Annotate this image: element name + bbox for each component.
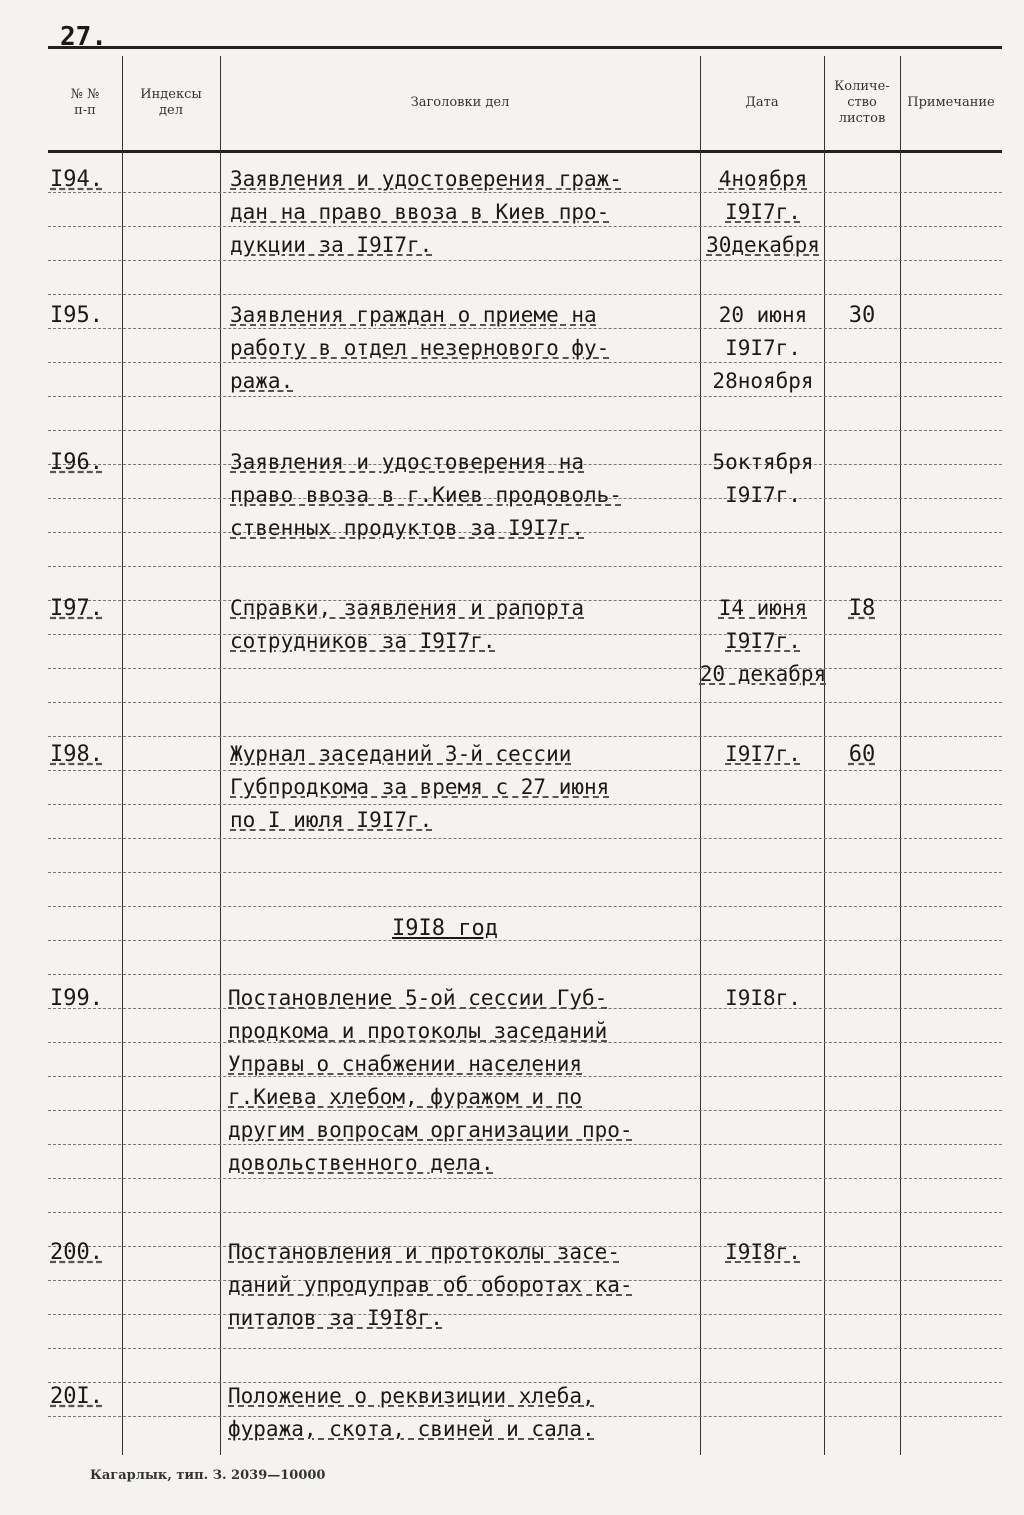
- row-title: Заявления и удостоверения на право ввоза в г.Киев продоволь- ственных продуктов за I9I7г.: [230, 450, 622, 540]
- row-title: Постановление 5-ой сессии Губ- продкома и протоколы заседаний Управы о снабжении населения г.Киева хлебом, фуражом и по другим вопросам организации про- довольственного дела.: [228, 986, 633, 1175]
- ruled-line: [48, 906, 1002, 907]
- header-note: Примечание: [907, 95, 995, 110]
- ruled-line: [48, 838, 1002, 839]
- row-title: Справки, заявления и рапорта сотрудников за I9I7г.: [230, 596, 585, 653]
- header-num: № № п-п: [70, 87, 100, 118]
- ruled-line: [48, 430, 1002, 431]
- ruled-line: [48, 872, 1002, 873]
- row-title: Журнал заседаний 3-й сессии Губпродкома за время с 27 июня по I июля I9I7г.: [230, 742, 610, 832]
- ruled-line: [48, 668, 1002, 669]
- ruled-line: [48, 294, 1002, 295]
- ruled-line: [48, 702, 1002, 703]
- row-date: I4 июня I9I7г. 20 декабря: [699, 596, 827, 686]
- row-number: I95.: [50, 303, 103, 328]
- header-bottom-rule: [48, 150, 1002, 153]
- row-number: 20I.: [50, 1384, 103, 1409]
- header-index: Индексы дел: [140, 87, 202, 118]
- row-number: I99.: [50, 986, 103, 1011]
- header-qty: Количе- ство листов: [834, 79, 890, 126]
- header-date: Дата: [745, 95, 779, 110]
- row-date: 5октября I9I7г.: [712, 450, 814, 507]
- row-qty: I8: [848, 596, 876, 621]
- row-qty: 30: [848, 303, 876, 328]
- row-title: Положение о реквизиции хлеба, фуража, скота, свиней и сала.: [228, 1384, 595, 1441]
- row-title: Постановления и протоколы засе- даний упродуправ об оборотах ка- питалов за I9I8г.: [228, 1240, 633, 1330]
- ruled-line: [48, 566, 1002, 567]
- row-date: I9I8г.: [725, 1240, 801, 1264]
- ruled-line: [48, 974, 1002, 975]
- ruled-line: [48, 1348, 1002, 1349]
- row-number: I96.: [50, 450, 103, 475]
- row-date: I9I7г.: [725, 742, 801, 766]
- page-number: 27.: [60, 22, 107, 52]
- row-title: Заявления и удостоверения граж- дан на право ввоза в Киев про- дукции за I9I7г.: [230, 167, 622, 257]
- row-date: 4ноября I9I7г. 30декабря: [706, 167, 820, 257]
- row-date: 20 июня I9I7г. 28ноября: [712, 303, 814, 393]
- header-title: Заголовки дел: [410, 95, 510, 110]
- row-number: I94.: [50, 167, 103, 192]
- row-number: I97.: [50, 596, 103, 621]
- top-rule: [48, 46, 1002, 49]
- footer-imprint: Кагарлык, тип. З. 2039—10000: [90, 1468, 326, 1483]
- ruled-line: [48, 736, 1002, 737]
- row-qty: 60: [848, 742, 876, 767]
- ruled-line: [48, 940, 1002, 941]
- row-date: I9I8г.: [725, 986, 801, 1010]
- section-year-heading: I9I8 год: [392, 916, 498, 941]
- row-number: I98.: [50, 742, 103, 767]
- ruled-line: [48, 1212, 1002, 1213]
- row-number: 200.: [50, 1240, 103, 1265]
- row-title: Заявления граждан о приеме на работу в отдел незернового фу- ража.: [230, 303, 610, 393]
